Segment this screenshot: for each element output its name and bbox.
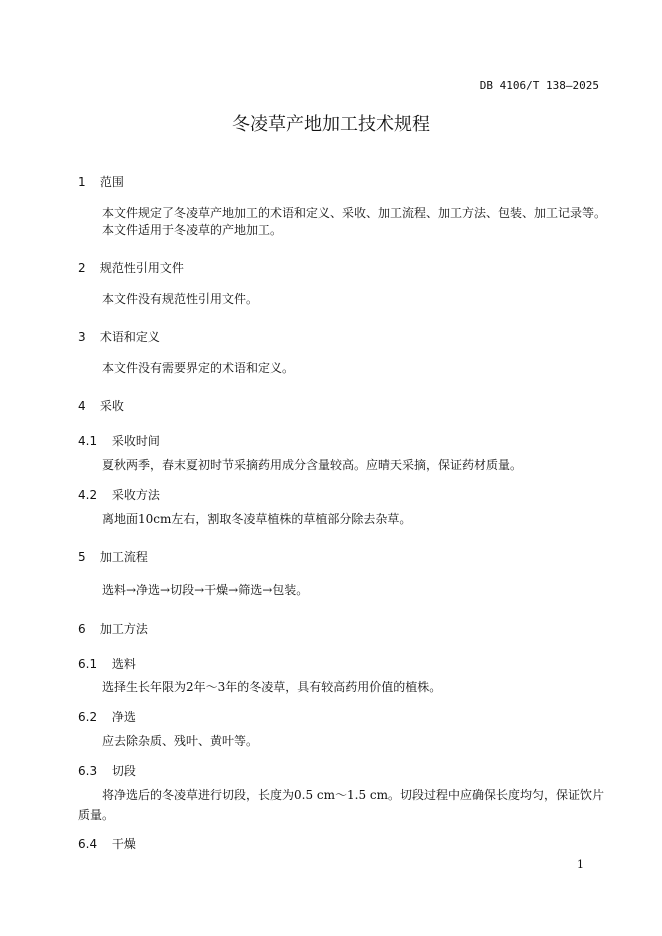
subsection-title: 采收时间 bbox=[111, 434, 160, 448]
section-title: 术语和定义 bbox=[99, 330, 160, 344]
paragraph: 本文件没有需要界定的术语和定义。 bbox=[102, 361, 295, 375]
section-heading-4 bbox=[78, 397, 124, 414]
paragraph: 选择生长年限为2年～3年的冬凌草，具有较高药用价值的植株。 bbox=[102, 680, 442, 694]
paragraph: 夏秋两季，春末夏初时节采摘药用成分含量较高。应晴天采摘，保证药材质量。 bbox=[102, 458, 523, 472]
section-number: 5 bbox=[78, 550, 86, 564]
subsection-heading-6-2 bbox=[78, 708, 136, 725]
section-heading-2 bbox=[78, 259, 184, 276]
section-title: 采收 bbox=[99, 399, 124, 413]
subsection-number: 6.3 bbox=[78, 764, 98, 778]
subsection-number: 4.2 bbox=[78, 488, 98, 502]
page-title: 冬凌草产地加工技术规程 bbox=[232, 114, 430, 135]
subsection-number: 6.4 bbox=[78, 837, 98, 851]
section-number: 1 bbox=[78, 175, 86, 189]
subsection-title: 采收方法 bbox=[111, 488, 160, 502]
section-title: 范围 bbox=[99, 175, 124, 189]
subsection-title: 净选 bbox=[111, 710, 136, 724]
section-heading-5 bbox=[78, 548, 148, 565]
subsection-number: 4.1 bbox=[78, 434, 98, 448]
section-heading-1 bbox=[78, 173, 124, 190]
subsection-title: 干燥 bbox=[111, 837, 136, 851]
subsection-heading-6-4 bbox=[78, 835, 136, 852]
section-title: 加工方法 bbox=[99, 622, 148, 636]
section-number: 4 bbox=[78, 399, 86, 413]
subsection-number: 6.2 bbox=[78, 710, 98, 724]
paragraph: 选料→净选→切段→干燥→筛选→包装。 bbox=[102, 583, 309, 597]
subsection-heading-6-3 bbox=[78, 762, 136, 779]
paragraph: 将净选后的冬凌草进行切段，长度为0.5 cm～1.5 cm。切段过程中应确保长度均匀，保证饮片质量。 bbox=[78, 788, 604, 822]
subsection-title: 切段 bbox=[111, 764, 136, 778]
section-title: 加工流程 bbox=[99, 550, 148, 564]
subsection-heading-4-2 bbox=[78, 486, 160, 503]
subsection-title: 选料 bbox=[111, 657, 136, 671]
section-number: 2 bbox=[78, 261, 86, 275]
section-heading-3 bbox=[78, 328, 160, 345]
section-number: 6 bbox=[78, 622, 86, 636]
document-code: DB 4106/T 138—2025 bbox=[479, 79, 599, 92]
section-title: 规范性引用文件 bbox=[99, 261, 184, 275]
section-number: 3 bbox=[78, 330, 86, 344]
paragraph: 离地面10cm左右，割取冬凌草植株的草植部分除去杂草。 bbox=[102, 512, 412, 526]
paragraph: 本文件适用于冬凌草的产地加工。 bbox=[102, 223, 283, 237]
subsection-number: 6.1 bbox=[78, 657, 98, 671]
page-number: 1 bbox=[577, 858, 584, 871]
paragraph: 本文件规定了冬凌草产地加工的术语和定义、采收、加工流程、加工方法、包装、加工记录等。 bbox=[102, 206, 607, 220]
subsection-heading-6-1 bbox=[78, 655, 136, 672]
subsection-heading-4-1 bbox=[78, 432, 160, 449]
paragraph: 本文件没有规范性引用文件。 bbox=[102, 292, 259, 306]
paragraph: 应去除杂质、残叶、黄叶等。 bbox=[102, 734, 259, 748]
section-heading-6 bbox=[78, 620, 148, 637]
